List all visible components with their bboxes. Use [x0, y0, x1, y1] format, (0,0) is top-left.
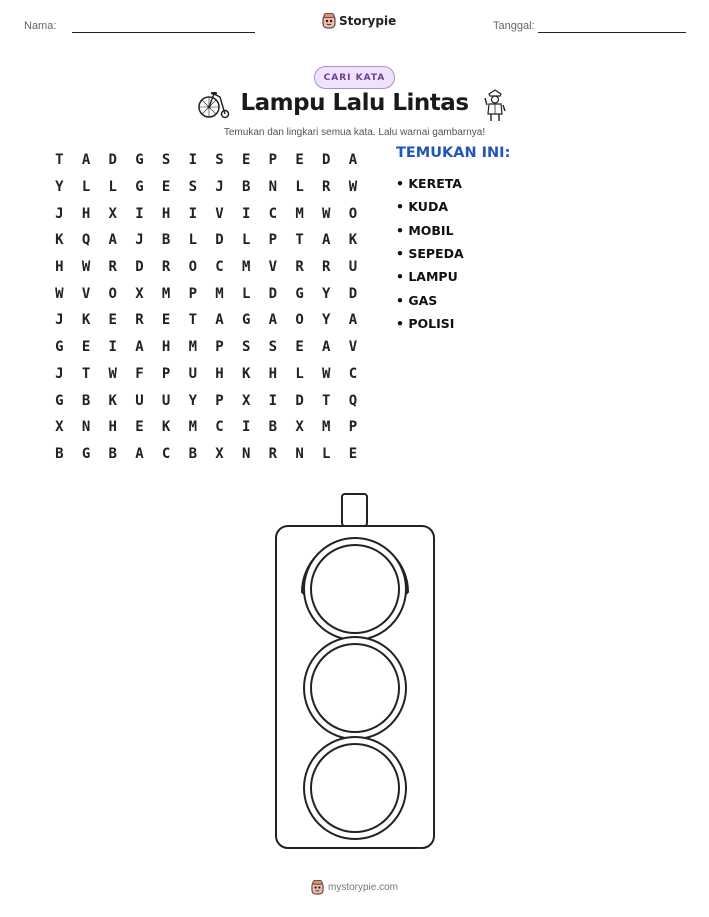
grid-letter[interactable]: Q [348, 392, 358, 409]
grid-letter[interactable]: A [135, 339, 144, 356]
grid-letter[interactable]: B [268, 419, 278, 436]
grid-letter[interactable]: O [108, 285, 117, 302]
grid-row [46, 254, 366, 281]
grid-letter[interactable]: A [108, 232, 117, 249]
grid-letter[interactable]: E [108, 312, 117, 329]
grid-letter[interactable]: N [241, 445, 251, 462]
grid-letter[interactable]: E [241, 152, 251, 169]
grid-row [46, 414, 366, 441]
grid-letter[interactable]: B [81, 392, 91, 409]
grid-letter[interactable]: P [268, 232, 278, 249]
page-title: Lampu Lalu Lintas [240, 90, 469, 116]
grid-letter[interactable]: G [55, 392, 64, 409]
word-item: • GAS [396, 292, 438, 308]
grid-letter[interactable]: E [348, 445, 358, 462]
grid-letter[interactable]: R [322, 259, 331, 276]
grid-letter[interactable]: R [135, 312, 144, 329]
grid-letter[interactable]: R [295, 259, 304, 276]
activity-badge: CARI KATA [314, 66, 395, 89]
grid-letter[interactable]: L [241, 285, 251, 302]
grid-letter[interactable]: W [322, 205, 331, 222]
grid-letter[interactable]: I [241, 205, 251, 222]
grid-letter[interactable]: A [135, 445, 144, 462]
grid-letter[interactable]: H [268, 365, 278, 382]
grid-letter[interactable]: K [161, 419, 171, 436]
grid-letter[interactable]: U [135, 392, 144, 409]
grid-letter[interactable]: J [55, 365, 64, 382]
grid-letter[interactable]: X [108, 205, 117, 222]
grid-letter[interactable]: E [161, 179, 171, 196]
grid-row [46, 334, 366, 361]
grid-letter[interactable]: I [108, 339, 117, 356]
grid-letter[interactable]: B [241, 179, 251, 196]
word-item: • LAMPU [396, 269, 458, 285]
grid-letter[interactable]: E [295, 152, 304, 169]
grid-letter[interactable]: S [268, 339, 278, 356]
grid-letter[interactable]: V [215, 205, 224, 222]
grid-letter[interactable]: M [188, 339, 197, 356]
grid-letter[interactable]: P [188, 285, 197, 302]
bottom-lamp[interactable] [304, 737, 406, 839]
grid-letter[interactable]: P [215, 392, 224, 409]
grid-letter[interactable]: W [322, 365, 331, 382]
grid-letter[interactable]: G [81, 445, 91, 462]
storypie-mascot-icon [311, 880, 324, 895]
grid-letter[interactable]: L [295, 365, 304, 382]
word-list [396, 172, 464, 335]
grid-letter[interactable]: D [135, 259, 144, 276]
grid-letter[interactable]: A [81, 152, 91, 169]
grid-letter[interactable]: G [135, 152, 144, 169]
grid-letter[interactable]: B [55, 445, 64, 462]
grid-letter[interactable]: S [241, 339, 251, 356]
date-line[interactable] [538, 32, 686, 33]
grid-letter[interactable]: U [161, 392, 171, 409]
grid-letter[interactable]: J [55, 312, 64, 329]
storypie-mascot-icon [322, 13, 336, 29]
grid-letter[interactable]: H [215, 365, 224, 382]
grid-letter[interactable]: W [348, 179, 358, 196]
traffic-light-illustration[interactable] [274, 492, 436, 850]
grid-letter[interactable]: A [268, 312, 278, 329]
brand-logo [322, 13, 396, 29]
grid-letter[interactable]: P [215, 339, 224, 356]
grid-letter[interactable]: Y [322, 285, 331, 302]
grid-letter[interactable]: A [348, 152, 358, 169]
grid-letter[interactable]: I [188, 205, 197, 222]
grid-row [46, 280, 366, 307]
grid-letter[interactable]: X [295, 419, 304, 436]
grid-letter[interactable]: C [215, 259, 224, 276]
grid-letter[interactable]: C [268, 205, 278, 222]
grid-letter[interactable]: K [55, 232, 64, 249]
date-label: Tanggal: [493, 20, 535, 32]
find-title: TEMUKAN INI: [396, 145, 511, 161]
footer-url: mystorypie.com [327, 882, 398, 893]
grid-letter[interactable]: N [268, 179, 278, 196]
grid-letter[interactable]: E [135, 419, 144, 436]
grid-letter[interactable]: E [81, 339, 91, 356]
grid-row [46, 227, 366, 254]
grid-letter[interactable]: T [295, 232, 304, 249]
brand-name: Storypie [339, 14, 397, 28]
grid-letter[interactable]: M [215, 285, 224, 302]
grid-letter[interactable]: K [81, 312, 91, 329]
grid-letter[interactable]: O [295, 312, 304, 329]
grid-letter[interactable]: D [348, 285, 358, 302]
grid-letter[interactable]: H [161, 205, 171, 222]
grid-letter[interactable]: E [295, 339, 304, 356]
grid-letter[interactable]: K [348, 232, 358, 249]
grid-letter[interactable]: G [55, 339, 64, 356]
grid-row [46, 361, 366, 388]
grid-letter[interactable]: I [135, 205, 144, 222]
grid-letter[interactable]: D [215, 232, 224, 249]
grid-letter[interactable]: D [322, 152, 331, 169]
grid-letter[interactable]: K [241, 365, 251, 382]
grid-letter[interactable]: O [348, 205, 358, 222]
grid-letter[interactable]: A [215, 312, 224, 329]
grid-letter[interactable]: A [322, 339, 331, 356]
grid-letter[interactable]: D [295, 392, 304, 409]
grid-letter[interactable]: R [268, 445, 278, 462]
grid-letter[interactable]: Y [188, 392, 197, 409]
grid-letter[interactable]: A [322, 232, 331, 249]
grid-letter[interactable]: W [108, 365, 117, 382]
grid-letter[interactable]: G [295, 285, 304, 302]
grid-letter[interactable]: A [348, 312, 358, 329]
top-lamp[interactable] [302, 538, 408, 640]
grid-letter[interactable]: U [348, 259, 358, 276]
grid-letter[interactable]: L [241, 232, 251, 249]
grid-letter[interactable]: R [161, 259, 171, 276]
grid-row [46, 147, 366, 174]
grid-letter[interactable]: C [161, 445, 171, 462]
grid-letter[interactable]: I [268, 392, 278, 409]
grid-letter[interactable]: P [348, 419, 358, 436]
grid-letter[interactable]: M [161, 285, 171, 302]
grid-letter[interactable]: X [55, 419, 64, 436]
name-line[interactable] [72, 32, 255, 33]
grid-letter[interactable]: B [108, 445, 117, 462]
grid-letter[interactable]: B [188, 445, 197, 462]
grid-letter[interactable]: T [188, 312, 197, 329]
grid-letter[interactable]: I [188, 152, 197, 169]
grid-letter[interactable]: I [241, 419, 251, 436]
grid-letter[interactable]: O [188, 259, 197, 276]
grid-letter[interactable]: K [108, 392, 117, 409]
name-label: Nama: [24, 20, 57, 32]
grid-letter[interactable]: S [215, 152, 224, 169]
word-item: • KERETA [396, 176, 462, 192]
grid-letter[interactable]: M [188, 419, 197, 436]
grid-row [46, 387, 366, 414]
police-officer-icon [484, 88, 506, 122]
word-item: • POLISI [396, 315, 455, 331]
grid-letter[interactable]: W [55, 285, 64, 302]
grid-letter[interactable]: X [135, 285, 144, 302]
grid-row [46, 307, 366, 334]
grid-letter[interactable]: H [81, 205, 91, 222]
grid-letter[interactable]: N [81, 419, 91, 436]
grid-letter[interactable]: C [215, 419, 224, 436]
grid-letter[interactable]: S [161, 152, 171, 169]
grid-letter[interactable]: C [348, 365, 358, 382]
grid-letter[interactable]: X [241, 392, 251, 409]
grid-letter[interactable]: R [322, 179, 331, 196]
grid-letter[interactable]: Y [322, 312, 331, 329]
grid-row [46, 441, 366, 468]
grid-letter[interactable]: T [81, 365, 91, 382]
grid-letter[interactable]: H [55, 259, 64, 276]
grid-letter[interactable]: M [322, 419, 331, 436]
grid-letter[interactable]: U [188, 365, 197, 382]
grid-letter[interactable]: B [161, 232, 171, 249]
grid-letter[interactable]: G [241, 312, 251, 329]
grid-letter[interactable]: T [322, 392, 331, 409]
grid-letter[interactable]: J [55, 205, 64, 222]
grid-letter[interactable]: V [81, 285, 91, 302]
grid-letter[interactable]: H [161, 339, 171, 356]
grid-letter[interactable]: W [81, 259, 91, 276]
grid-letter[interactable]: L [108, 179, 117, 196]
grid-letter[interactable]: D [268, 285, 278, 302]
grid-row [46, 200, 366, 227]
grid-letter[interactable]: M [295, 205, 304, 222]
grid-letter[interactable]: D [108, 152, 117, 169]
grid-letter[interactable]: L [81, 179, 91, 196]
grid-letter[interactable]: V [268, 259, 278, 276]
grid-row [46, 174, 366, 201]
instructions: Temukan dan lingkari semua kata. Lalu warnai gambarnya! [223, 127, 486, 138]
grid-letter[interactable]: P [161, 365, 171, 382]
grid-letter[interactable]: R [108, 259, 117, 276]
grid-letter[interactable]: V [348, 339, 358, 356]
grid-letter[interactable]: L [295, 179, 304, 196]
grid-letter[interactable]: L [322, 445, 331, 462]
grid-letter[interactable]: M [241, 259, 251, 276]
word-item: • MOBIL [396, 222, 454, 238]
grid-letter[interactable]: Y [55, 179, 64, 196]
word-item: • KUDA [396, 199, 449, 215]
grid-letter[interactable]: P [268, 152, 278, 169]
grid-letter[interactable]: J [135, 232, 144, 249]
grid-letter[interactable]: N [295, 445, 304, 462]
middle-lamp[interactable] [304, 637, 406, 739]
footer [0, 880, 709, 895]
grid-letter[interactable]: Q [81, 232, 91, 249]
grid-letter[interactable]: L [188, 232, 197, 249]
word-item: • SEPEDA [396, 246, 464, 262]
grid-letter[interactable]: J [215, 179, 224, 196]
grid-letter[interactable]: G [135, 179, 144, 196]
grid-letter[interactable]: F [135, 365, 144, 382]
grid-letter[interactable]: X [215, 445, 224, 462]
word-search-grid[interactable] [46, 147, 366, 467]
grid-letter[interactable]: T [55, 152, 64, 169]
grid-letter[interactable]: E [161, 312, 171, 329]
grid-letter[interactable]: S [188, 179, 197, 196]
grid-letter[interactable]: H [108, 419, 117, 436]
